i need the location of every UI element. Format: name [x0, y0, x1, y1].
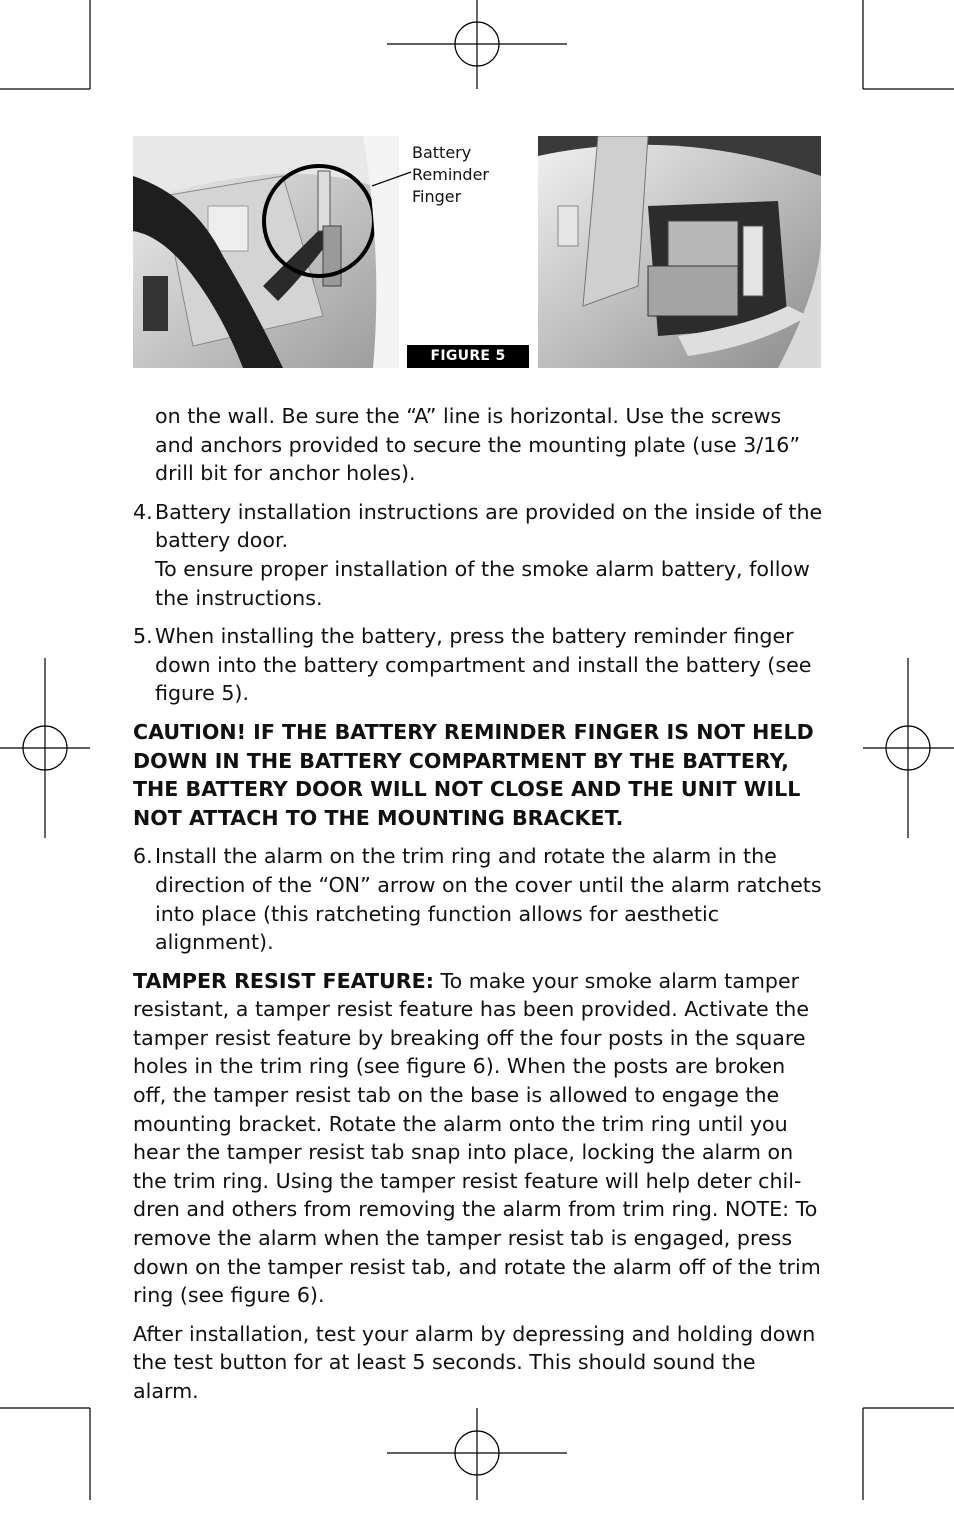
after-install-paragraph: After installation, test your alarm by depressing and holding down the test button for at least 5 seconds. This should sound the alarm. — [133, 1321, 816, 1403]
instructions-body — [133, 402, 823, 1416]
tamper-resist-text: To make your smoke alarm tamper resistant, a tamper resist feature has been provided. Activate the tamper resist feature by breaking off the four posts in the square holes in the trim ring (see figure 6). When the posts are broken off, the tamper resist tab on the base is allowed to engage the mounting bracket. Rotate the alarm onto the trim ring until you hear the tamper resist tab snap into place, locking the alarm on the trim ring. Using the tamper resist feature will help deter children and others from removing the alarm from trim ring. NOTE: To remove the alarm when the tamper resist tab is engaged, press down on the tamper resist tab, and rotate the alarm off of the trim ring (see figure 6). — [133, 968, 821, 1308]
battery-reminder-finger-label: Battery Reminder Finger — [412, 143, 489, 206]
intro-continued: on the wall. Be sure the “A” line is horizontal. Use the screws and anchors provided to secure the mounting plate (use 3/16” drill bit for anchor holes). — [155, 404, 801, 486]
figure5-photo-right — [538, 136, 821, 368]
tamper-resist-paragraph — [133, 967, 823, 1310]
step-text: Install the alarm on the trim ring and rotate the alarm in the direction of the “ON” arrow on the cover until the alarm ratchets into place (this ratcheting function allows for aesthetic alignment). — [155, 844, 822, 955]
step-text: When installing the battery, press the battery reminder finger down into the battery compartment and install the battery (see figure 5). — [155, 624, 812, 706]
step-text-2: To ensure proper installation of the smoke alarm battery, follow the instructions. — [155, 556, 810, 610]
figure-caption: FIGURE 5 — [407, 345, 529, 368]
tamper-resist-heading: TAMPER RESIST FEATURE: — [133, 968, 434, 993]
step-number: 4. — [133, 499, 153, 524]
step-number: 5. — [133, 624, 153, 649]
step-4 — [133, 498, 823, 612]
step-text: Battery installation instructions are provided on the inside of the battery door. — [155, 499, 823, 553]
step-number: 6. — [133, 844, 153, 869]
caution-warning: CAUTION! IF THE BATTERY REMINDER FINGER IS NOT HELD DOWN IN THE BATTERY COMPARTMENT BY THE BATTERY, THE BATTERY DOOR WILL NOT CLOSE AND THE UNIT WILL NOT ATTACH TO THE MOUNTING BRACKET. — [133, 719, 814, 830]
step-5 — [133, 622, 823, 708]
step-6 — [133, 842, 823, 956]
